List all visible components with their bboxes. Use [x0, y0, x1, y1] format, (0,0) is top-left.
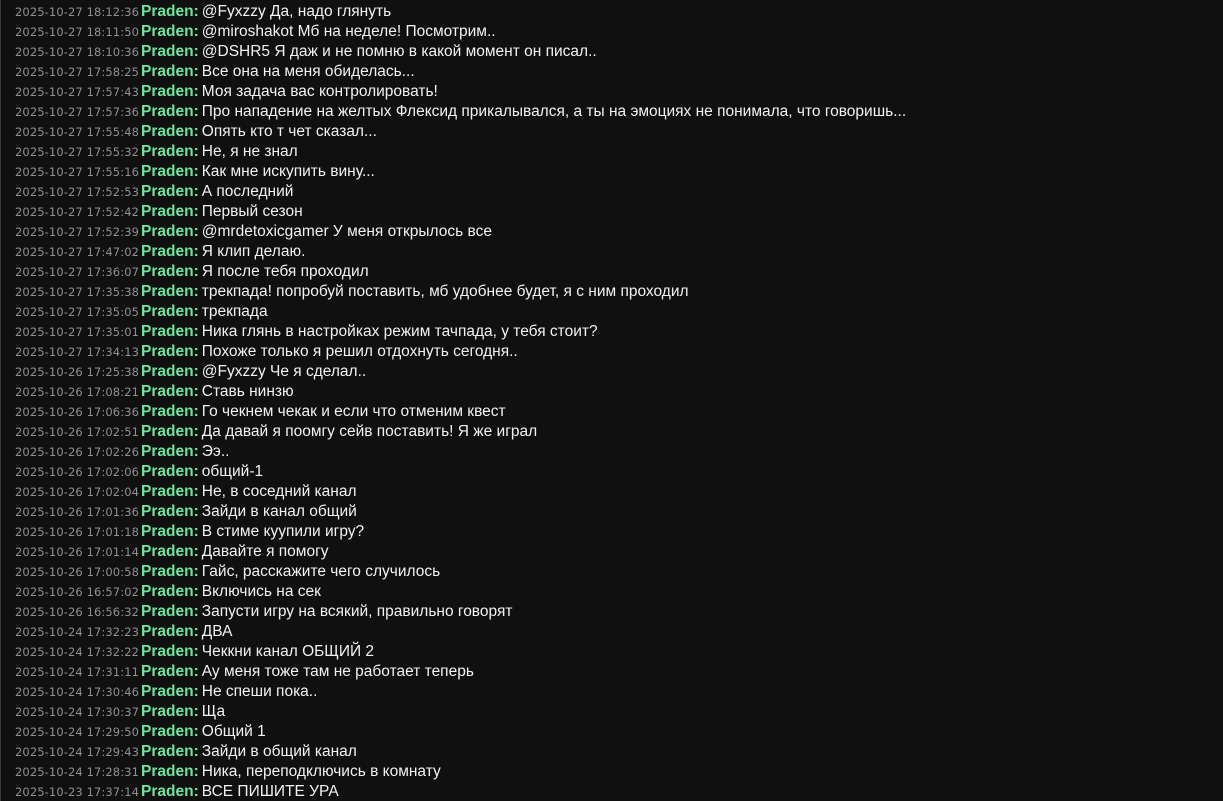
message-text: Я клип делаю.: [201, 243, 306, 260]
message-timestamp: 2025-10-27 18:11:50: [15, 25, 140, 39]
message-username[interactable]: Praden:: [141, 523, 199, 540]
chat-message: [1, 362, 1223, 382]
message-timestamp: 2025-10-26 17:02:26: [15, 445, 140, 459]
message-username[interactable]: Praden:: [141, 403, 199, 420]
message-username[interactable]: Praden:: [141, 643, 199, 660]
message-text: ДВА: [201, 623, 233, 640]
message-timestamp: 2025-10-27 17:52:42: [15, 205, 140, 219]
message-text: Все она на меня обиделась...: [201, 63, 415, 80]
message-text: @Fyxzzy Да, надо глянуть: [201, 3, 392, 20]
chat-message: [1, 782, 1223, 801]
message-username[interactable]: Praden:: [141, 23, 199, 40]
message-timestamp: 2025-10-24 17:32:23: [15, 625, 140, 639]
message-text: Чеккни канал ОБЩИЙ 2: [201, 643, 375, 660]
message-timestamp: 2025-10-26 16:56:32: [15, 605, 140, 619]
message-text: трекпада: [201, 303, 268, 320]
message-text: трекпада! попробуй поставить, мб удобнее будет, я с ним проходил: [201, 283, 689, 300]
message-timestamp: 2025-10-24 17:29:43: [15, 745, 140, 759]
message-text: ВСЕ ПИШИТЕ УРА: [201, 783, 339, 800]
message-timestamp: 2025-10-24 17:28:31: [15, 765, 140, 779]
message-timestamp: 2025-10-26 17:00:58: [15, 565, 140, 579]
chat-message: [1, 22, 1223, 42]
message-text: Зайди в канал общий: [201, 503, 357, 520]
message-username[interactable]: Praden:: [141, 483, 199, 500]
message-username[interactable]: Praden:: [141, 503, 199, 520]
message-username[interactable]: Praden:: [141, 663, 199, 680]
message-timestamp: 2025-10-26 17:08:21: [15, 385, 140, 399]
message-username[interactable]: Praden:: [141, 223, 199, 240]
message-timestamp: 2025-10-27 17:35:05: [15, 305, 140, 319]
message-username[interactable]: Praden:: [141, 283, 199, 300]
message-username[interactable]: Praden:: [141, 723, 199, 740]
chat-message: [1, 442, 1223, 462]
message-text: Не спеши пока..: [201, 683, 318, 700]
chat-message: [1, 222, 1223, 242]
message-username[interactable]: Praden:: [141, 763, 199, 780]
chat-message: [1, 482, 1223, 502]
message-text: @miroshakot Мб на неделе! Посмотрим..: [201, 23, 496, 40]
message-timestamp: 2025-10-24 17:29:50: [15, 725, 140, 739]
message-username[interactable]: Praden:: [141, 623, 199, 640]
message-username[interactable]: Praden:: [141, 603, 199, 620]
message-username[interactable]: Praden:: [141, 783, 199, 800]
message-timestamp: 2025-10-26 17:02:06: [15, 465, 140, 479]
message-timestamp: 2025-10-23 17:37:14: [15, 785, 140, 799]
chat-message: [1, 142, 1223, 162]
message-text: Зайди в общий канал: [201, 743, 357, 760]
chat-message: [1, 342, 1223, 362]
chat-message: [1, 722, 1223, 742]
message-text: Первый сезон: [201, 203, 303, 220]
message-timestamp: 2025-10-26 17:06:36: [15, 405, 140, 419]
message-timestamp: 2025-10-24 17:32:22: [15, 645, 140, 659]
chat-message: [1, 102, 1223, 122]
message-timestamp: 2025-10-27 17:55:48: [15, 125, 140, 139]
message-username[interactable]: Praden:: [141, 363, 199, 380]
message-timestamp: 2025-10-26 16:57:02: [15, 585, 140, 599]
message-text: Ээ..: [201, 443, 230, 460]
message-username[interactable]: Praden:: [141, 83, 199, 100]
message-text: Ща: [201, 703, 226, 720]
message-timestamp: 2025-10-27 17:35:38: [15, 285, 140, 299]
chat-message: [1, 322, 1223, 342]
chat-message: [1, 202, 1223, 222]
message-timestamp: 2025-10-26 17:25:38: [15, 365, 140, 379]
chat-message: [1, 622, 1223, 642]
message-username[interactable]: Praden:: [141, 143, 199, 160]
message-timestamp: 2025-10-27 17:34:13: [15, 345, 140, 359]
chat-message: [1, 682, 1223, 702]
chat-message: [1, 122, 1223, 142]
message-username[interactable]: Praden:: [141, 743, 199, 760]
message-timestamp: 2025-10-26 17:02:04: [15, 485, 140, 499]
message-username[interactable]: Praden:: [141, 303, 199, 320]
message-username[interactable]: Praden:: [141, 243, 199, 260]
message-username[interactable]: Praden:: [141, 383, 199, 400]
chat-message: [1, 582, 1223, 602]
chat-message: [1, 662, 1223, 682]
chat-message: [1, 382, 1223, 402]
message-text: Как мне искупить вину...: [201, 163, 375, 180]
message-username[interactable]: Praden:: [141, 163, 199, 180]
message-username[interactable]: Praden:: [141, 103, 199, 120]
message-text: А последний: [201, 183, 294, 200]
message-text: Ау меня тоже там не работает теперь: [201, 663, 474, 680]
chat-message: [1, 642, 1223, 662]
chat-message: [1, 42, 1223, 62]
chat-message: [1, 762, 1223, 782]
message-timestamp: 2025-10-27 17:57:36: [15, 105, 140, 119]
message-username[interactable]: Praden:: [141, 343, 199, 360]
chat-message: [1, 182, 1223, 202]
message-text: @Fyxzzy Че я сделал..: [201, 363, 367, 380]
message-username[interactable]: Praden:: [141, 123, 199, 140]
message-text: Го чекнем чекак и если что отменим квест: [201, 403, 506, 420]
message-username[interactable]: Praden:: [141, 423, 199, 440]
message-text: Ставь нинзю: [201, 383, 294, 400]
message-text: Запусти игру на всякий, правильно говорят: [201, 603, 513, 620]
message-text: Я после тебя проходил: [201, 263, 369, 280]
message-username[interactable]: Praden:: [141, 263, 199, 280]
message-username[interactable]: Praden:: [141, 3, 199, 20]
message-text: общий-1: [201, 463, 264, 480]
message-username[interactable]: Praden:: [141, 703, 199, 720]
message-timestamp: 2025-10-27 17:55:32: [15, 145, 140, 159]
chat-message: [1, 422, 1223, 442]
message-username[interactable]: Praden:: [141, 563, 199, 580]
message-timestamp: 2025-10-27 17:55:16: [15, 165, 140, 179]
message-text: Опять кто т чет сказал...: [201, 123, 377, 140]
message-text: @mrdetoxicgamer У меня открылось все: [201, 223, 492, 240]
message-username[interactable]: Praden:: [141, 63, 199, 80]
message-text: Давайте я помогу: [201, 543, 329, 560]
message-timestamp: 2025-10-24 17:30:46: [15, 685, 140, 699]
message-timestamp: 2025-10-27 17:58:25: [15, 65, 140, 79]
message-timestamp: 2025-10-27 17:47:02: [15, 245, 140, 259]
chat-message: [1, 502, 1223, 522]
message-username[interactable]: Praden:: [141, 543, 199, 560]
message-text: Не, я не знал: [201, 143, 298, 160]
message-username[interactable]: Praden:: [141, 443, 199, 460]
message-username[interactable]: Praden:: [141, 463, 199, 480]
message-text: Да давай я поомгу сейв поставить! Я же играл: [201, 423, 538, 440]
message-timestamp: 2025-10-26 17:02:51: [15, 425, 140, 439]
message-text: Похоже только я решил отдохнуть сегодня..: [201, 343, 518, 360]
message-timestamp: 2025-10-27 17:52:39: [15, 225, 140, 239]
chat-message: [1, 82, 1223, 102]
message-timestamp: 2025-10-27 17:35:01: [15, 325, 140, 339]
chat-message: [1, 162, 1223, 182]
chat-message: [1, 2, 1223, 22]
message-username[interactable]: Praden:: [141, 583, 199, 600]
chat-message: [1, 302, 1223, 322]
chat-message: [1, 522, 1223, 542]
message-username[interactable]: Praden:: [141, 683, 199, 700]
message-text: Ника глянь в настройках режим тачпада, у тебя стоит?: [201, 323, 598, 340]
message-timestamp: 2025-10-26 17:01:36: [15, 505, 140, 519]
chat-message: [1, 602, 1223, 622]
chat-message: [1, 62, 1223, 82]
message-text: Моя задача вас контролировать!: [201, 83, 438, 100]
message-text: @DSHR5 Я даж и не помню в какой момент он писал..: [201, 43, 597, 60]
message-timestamp: 2025-10-24 17:31:11: [15, 665, 140, 679]
message-timestamp: 2025-10-27 17:52:53: [15, 185, 140, 199]
message-username[interactable]: Praden:: [141, 203, 199, 220]
chat-message: [1, 262, 1223, 282]
message-text: Гайс, расскажите чего случилось: [201, 563, 441, 580]
chat-message: [1, 462, 1223, 482]
message-timestamp: 2025-10-27 18:12:36: [15, 5, 140, 19]
message-timestamp: 2025-10-27 17:57:43: [15, 85, 140, 99]
chat-message: [1, 562, 1223, 582]
message-text: Ника, переподключись в комнату: [201, 763, 441, 780]
message-timestamp: 2025-10-24 17:30:37: [15, 705, 140, 719]
message-timestamp: 2025-10-26 17:01:18: [15, 525, 140, 539]
message-text: В стиме куупили игру?: [201, 523, 365, 540]
message-text: Про нападение на желтых Флексид прикалывался, а ты на эмоциях не понимала, что говоришь...: [201, 103, 907, 120]
message-timestamp: 2025-10-26 17:01:14: [15, 545, 140, 559]
message-text: Включись на сек: [201, 583, 321, 600]
message-text: Не, в соседний канал: [201, 483, 357, 500]
message-username[interactable]: Praden:: [141, 323, 199, 340]
chat-message: [1, 282, 1223, 302]
message-timestamp: 2025-10-27 17:36:07: [15, 265, 140, 279]
message-username[interactable]: Praden:: [141, 43, 199, 60]
chat-message: [1, 402, 1223, 422]
message-text: Общий 1: [201, 723, 266, 740]
chat-message: [1, 742, 1223, 762]
message-username[interactable]: Praden:: [141, 183, 199, 200]
chat-message: [1, 242, 1223, 262]
message-timestamp: 2025-10-27 18:10:36: [15, 45, 140, 59]
chat-message: [1, 542, 1223, 562]
chat-message: [1, 702, 1223, 722]
